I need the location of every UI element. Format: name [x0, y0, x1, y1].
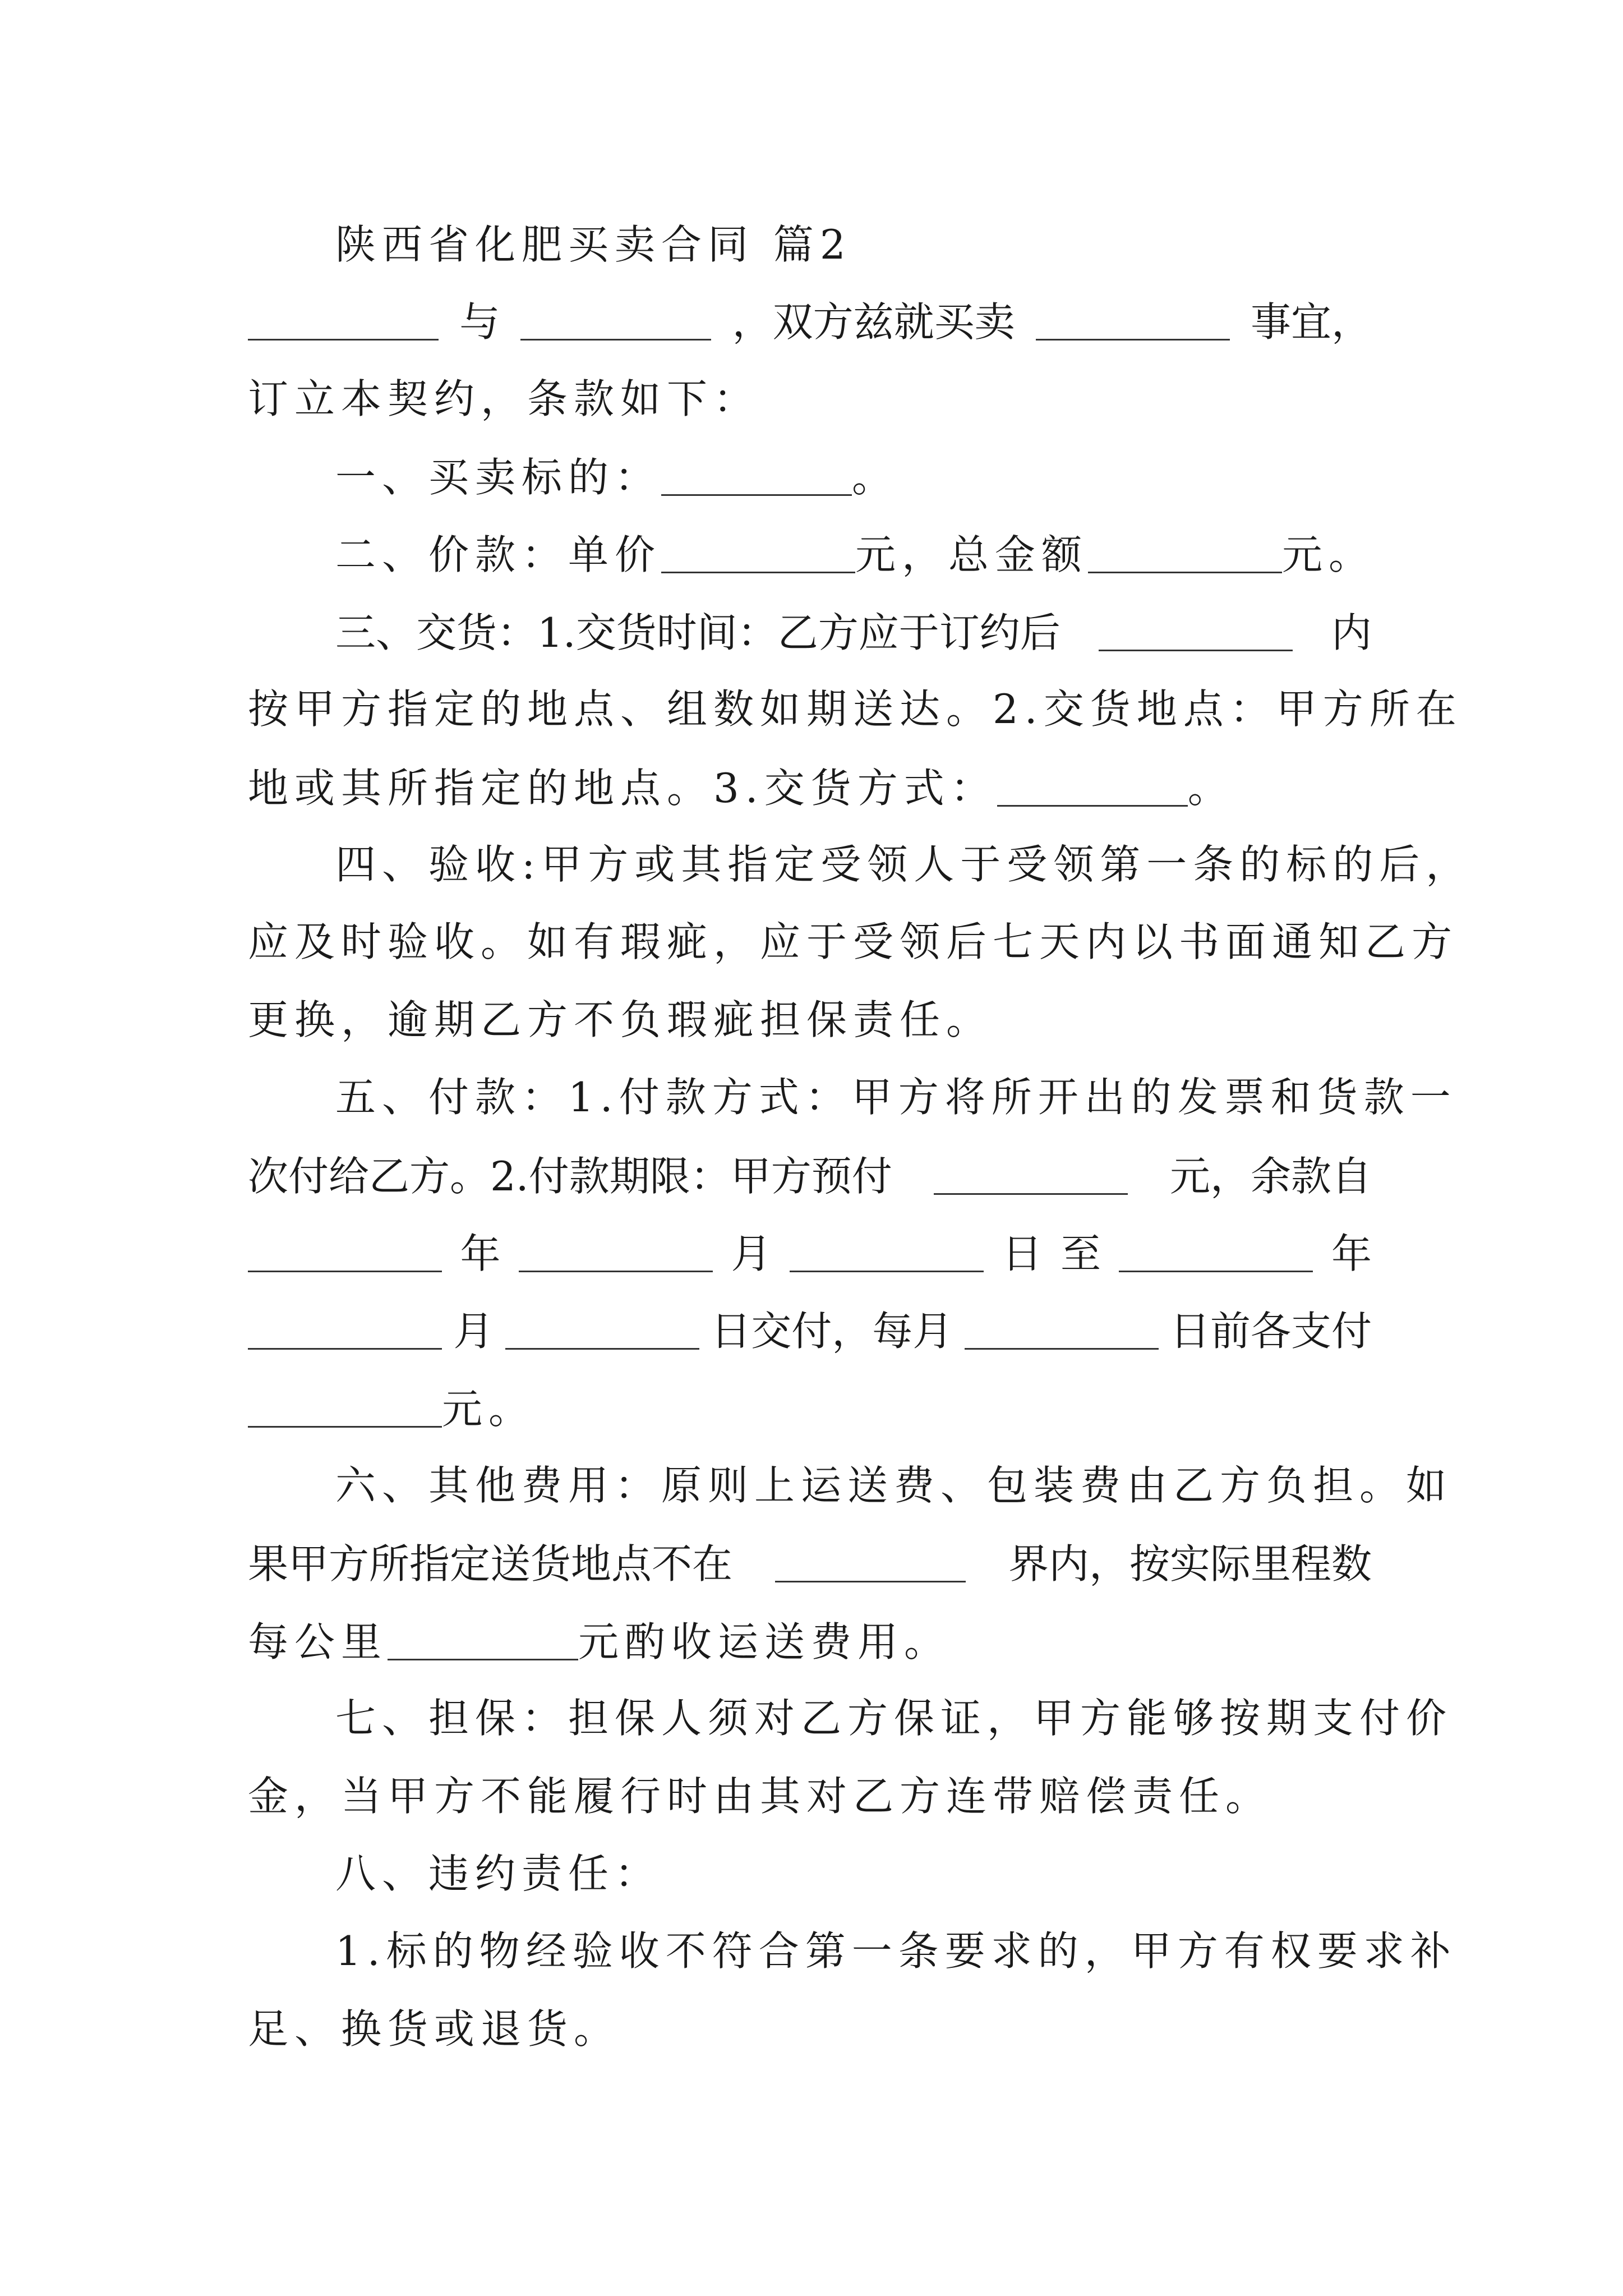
- text-yuan: 元。: [442, 1386, 536, 1433]
- clause-4-line-1: 四、验收:甲方或其指定受领人于受领第一条的标的后，: [335, 841, 1473, 888]
- clause-8-item-1-line-2: 足、换货或退货。: [248, 2005, 621, 2053]
- per-km-fee-blank[interactable]: [388, 1625, 578, 1660]
- text-each-pay: 日前各支付: [1169, 1308, 1372, 1355]
- clause-2-end: 元。: [1282, 531, 1376, 578]
- delivery-location-label: 果甲方所指定送货地点不在: [248, 1540, 733, 1588]
- unit-price-label: 二、价款：单价: [335, 531, 662, 578]
- end-year-blank[interactable]: [1119, 1237, 1313, 1272]
- start-day-blank[interactable]: [790, 1237, 984, 1272]
- delivery-method-label: 地或其所指定的地点。3.交货方式：: [248, 765, 997, 812]
- clause-5-line-1: 五、付款：1.付款方式：甲方将所开出的发票和货款一: [335, 1074, 1457, 1121]
- shipping-fee-label: 元酌收运送费用。: [578, 1618, 951, 1665]
- clause-2-line: [335, 531, 1376, 578]
- clause-1-end: 。: [852, 454, 899, 501]
- prepayment-blank[interactable]: [934, 1159, 1128, 1195]
- start-year-blank[interactable]: [248, 1237, 442, 1272]
- clause-5-line-3: [248, 1230, 1372, 1277]
- per-km-label: 每公里: [248, 1618, 388, 1665]
- delivery-time-blank[interactable]: [1099, 616, 1293, 651]
- total-amount-blank[interactable]: [1088, 538, 1282, 573]
- end-day-blank[interactable]: [505, 1314, 699, 1350]
- clause-5-line-5: [248, 1386, 536, 1433]
- clause-3-end: 。: [1187, 765, 1234, 812]
- clause-8-heading: 八、违约责任：: [335, 1850, 662, 1897]
- text-both-parties: ，双方兹就买卖: [732, 298, 1015, 346]
- text-matter: 事宜，: [1250, 298, 1372, 346]
- text-day: 日: [1002, 1230, 1043, 1277]
- text-and: 与: [459, 298, 500, 346]
- clause-5-line-4: [248, 1308, 1372, 1355]
- clause-8-item-1-line-1: 1.标的物经验收不符合第一条要求的，甲方有权要求补: [335, 1927, 1457, 1975]
- clause-3-line-2: 按甲方指定的地点、组数如期送达。2.交货地点：甲方所在: [248, 685, 1463, 733]
- end-month-blank[interactable]: [248, 1314, 442, 1350]
- clause-3-line-1: [335, 609, 1372, 656]
- text-within: 内: [1331, 609, 1372, 656]
- clause-1-line: [335, 454, 899, 501]
- party-b-blank[interactable]: [520, 305, 711, 341]
- prepayment-label: 次付给乙方。2.付款期限：甲方预付: [248, 1153, 892, 1200]
- text-year: 年: [460, 1230, 501, 1277]
- paragraph-intro-line: 订立本契约，条款如下：: [248, 375, 760, 422]
- clause-6-line-1: 六、其他费用：原则上运送费、包装费由乙方负担。如: [335, 1462, 1453, 1509]
- paragraph-parties-line: [248, 298, 1372, 346]
- clause-5-line-2: [248, 1153, 1372, 1200]
- subject-matter-blank[interactable]: [661, 461, 852, 496]
- text-year-2: 年: [1331, 1230, 1372, 1277]
- monthly-day-blank[interactable]: [965, 1314, 1159, 1350]
- start-month-blank[interactable]: [519, 1237, 713, 1272]
- unit-price-blank[interactable]: [661, 538, 855, 573]
- delivery-time-label: 三、交货：1.交货时间：乙方应于订约后: [335, 609, 1061, 656]
- clause-1-label: 一、买卖标的：: [335, 454, 662, 501]
- clause-7-line-1: 七、担保：担保人须对乙方保证，甲方能够按期支付价: [335, 1695, 1453, 1742]
- total-amount-label: 元，总金额: [855, 531, 1089, 578]
- clause-3-line-3: [248, 765, 1234, 812]
- document-title: 陕西省化肥买卖合同 篇2: [335, 221, 852, 268]
- text-month: 月: [731, 1230, 772, 1277]
- clause-4-line-2: 应及时验收。如有瑕疵，应于受领后七天内以书面通知乙方: [248, 918, 1459, 965]
- balance-from-label: 元，余款自: [1169, 1153, 1372, 1200]
- text-to: 至: [1060, 1230, 1101, 1277]
- clause-4-line-3: 更换，逾期乙方不负瑕疵担保责任。: [248, 996, 993, 1043]
- clause-6-line-3: [248, 1618, 951, 1665]
- boundary-blank[interactable]: [775, 1547, 966, 1582]
- party-a-blank[interactable]: [248, 305, 439, 341]
- delivery-method-blank[interactable]: [997, 771, 1188, 807]
- clause-6-line-2: [248, 1540, 1372, 1588]
- text-month-2: 月: [453, 1308, 494, 1355]
- clause-7-line-2: 金，当甲方不能履行时由其对乙方连带赔偿责任。: [248, 1773, 1272, 1820]
- subject-blank[interactable]: [1036, 305, 1230, 341]
- mileage-label: 界内，按实际里程数: [1008, 1540, 1372, 1588]
- installment-amount-blank[interactable]: [248, 1392, 442, 1428]
- text-pay-monthly: 日交付，每月: [711, 1308, 953, 1355]
